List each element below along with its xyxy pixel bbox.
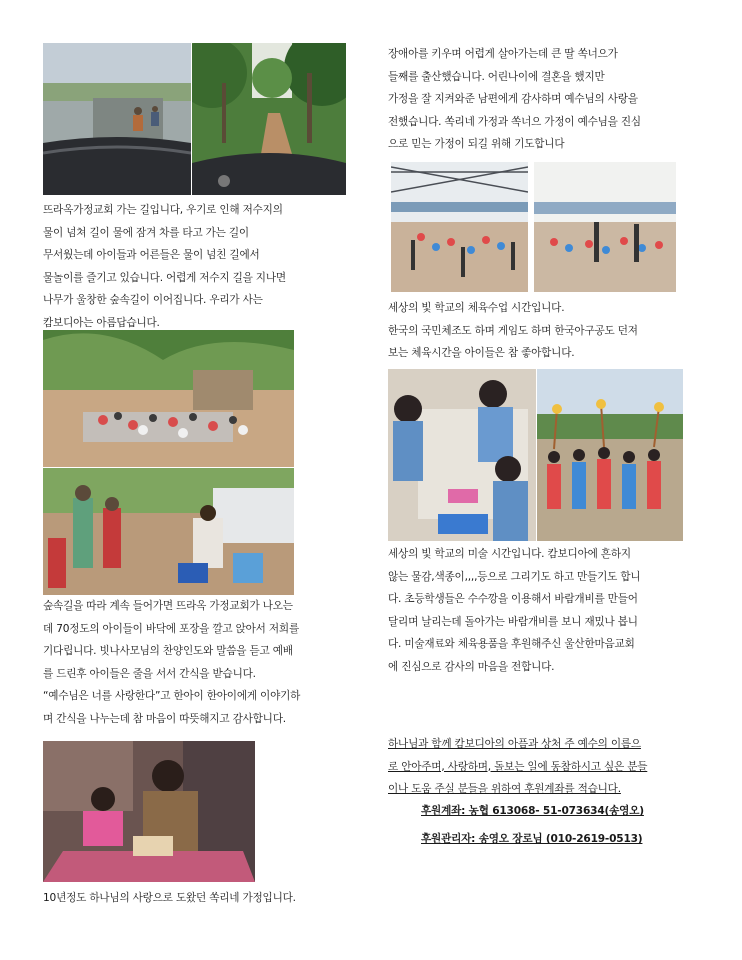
text-line: 전했습니다. 쏙리네 가정과 쏙너으 가정이 예수님을 진심 <box>388 115 641 128</box>
photo-art-class-2 <box>537 369 683 541</box>
manager-contact-text: 후원관리자: 송영오 장로님 (010-2619-0513) <box>421 833 643 845</box>
text-line: 장애아를 키우며 어렵게 살아가는데 큰 딸 쏙너으가 <box>388 48 618 60</box>
photo-forest-path <box>192 43 346 195</box>
text-line: 한국의 국민체조도 하며 게임도 하며 한국아구공도 던져 <box>388 324 638 337</box>
text-line: 들째를 출산했습니다. 어린나이에 결혼을 했지만 <box>388 70 605 83</box>
text-line: 물놀이를 즐기고 있습니다. 어렵게 저수지 길을 지나면 <box>43 271 286 284</box>
text-line: 캄보디아는 아름답습니다. <box>43 316 160 329</box>
paragraph-road-description <box>43 199 286 335</box>
text-line: 가정을 잘 지켜와준 남편에게 감사하며 예수님의 사랑을 <box>388 93 638 106</box>
text-line: 뜨라옥가정교회 가는 길입니다, 우기로 인해 저수지의 <box>43 204 283 216</box>
paragraph-family-caption <box>43 887 296 910</box>
photo-art-class-1 <box>388 369 536 541</box>
support-manager <box>421 828 642 851</box>
paragraph-family-continued <box>388 43 641 156</box>
text-line: 다. 초등학생들은 수수깡을 이용해서 바람개비를 만들어 <box>388 593 638 606</box>
text-line: 로 안아주며, 사랑하며, 돌보는 일에 동참하시고 싶은 분들 <box>388 760 648 773</box>
text-line: 를 드린후 아이들은 줄을 서서 간식을 받습니다. <box>43 667 256 680</box>
photo-pe-class-1 <box>391 162 528 292</box>
text-line: 세상의 빛 학교의 체육수업 시간입니다. <box>388 302 565 314</box>
text-line: 며 간식을 나누는데 참 마음이 따뜻해지고 감사합니다. <box>43 712 286 725</box>
text-line: 이나 도움 주실 분들을 위하여 후원계좌를 적습니다. <box>388 783 621 796</box>
photo-children-gathering <box>43 330 294 467</box>
text-line: 10년정도 하나님의 사랑으로 도왔던 쏙리네 가정입니다. <box>43 892 296 904</box>
support-account <box>421 800 644 823</box>
text-line: 으로 믿는 가정이 되길 위해 기도합니다 <box>388 138 565 151</box>
account-number-text: 후원계좌: 농협 613068- 51-073634(송영오) <box>421 805 644 817</box>
text-line: 숲속길을 따라 계속 들어가면 뜨라옥 가정교회가 나오는 <box>43 600 293 612</box>
paragraph-pe-class <box>388 297 638 365</box>
photo-family-home <box>43 741 255 882</box>
text-line: 무서웠는데 아이들과 어른들은 물이 넘친 길에서 <box>43 249 260 262</box>
text-line: 달리며 날리는데 돌아가는 바람개비를 보니 재밌나 봅니 <box>388 615 638 628</box>
text-line: 보는 체육시간을 아이들은 참 좋아합니다. <box>388 347 575 360</box>
photo-flooded-road <box>43 43 191 195</box>
text-line: 물이 넘쳐 길이 물에 잠겨 차를 타고 가는 길이 <box>43 226 249 239</box>
paragraph-church-service <box>43 595 300 731</box>
text-line: “예수님은 너를 사랑한다”고 한아이 한아이에게 이야기하 <box>43 690 301 703</box>
paragraph-art-class <box>388 543 640 679</box>
text-line: 않는 물감,색종이,,,,등으로 그리기도 하고 만들기도 합니 <box>388 570 641 583</box>
text-line: 기다립니다. 빗나사모님의 찬양인도와 말씀을 듣고 예배 <box>43 645 293 658</box>
text-line: 다. 미술재료와 체육용품을 후원해주신 울산한마음교회 <box>388 638 635 651</box>
text-line: 세상의 빛 학교의 미술 시간입니다. 캄보디아에 흔하지 <box>388 548 631 560</box>
paragraph-support-invitation <box>388 733 647 801</box>
photo-pe-class-2 <box>534 162 676 292</box>
text-line: 나무가 울창한 숲속길이 이어집니다. 우리가 사는 <box>43 294 263 307</box>
text-line: 에 진심으로 감사의 마음을 전합니다. <box>388 660 555 673</box>
text-line: 데 70정도의 아이들이 바닥에 포장을 깔고 앉아서 저희를 <box>43 622 299 635</box>
photo-snack-distribution <box>43 468 294 595</box>
text-line: 하나님과 함께 캄보디아의 아픔과 상처 주 예수의 이름으 <box>388 738 641 750</box>
